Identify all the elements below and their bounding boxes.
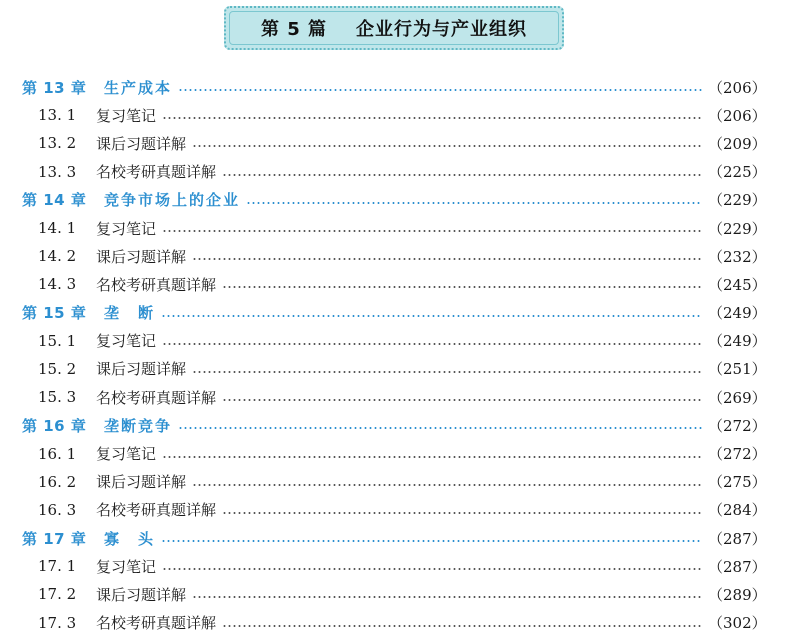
- dot-leader: [192, 145, 702, 147]
- part-header: [224, 6, 564, 50]
- section-title: 复习笔记: [96, 332, 157, 351]
- dot-leader: [222, 399, 702, 401]
- dot-leader: [192, 258, 702, 260]
- dot-leader: [222, 512, 702, 514]
- toc-section-row[interactable]: [0, 468, 790, 496]
- dot-leader: [161, 540, 702, 542]
- section-number: 17. 2: [38, 585, 77, 604]
- dot-leader: [161, 315, 702, 317]
- section-number: 17. 1: [38, 557, 77, 576]
- chapter-page-number: （272）: [708, 416, 767, 435]
- toc-section-row[interactable]: [0, 383, 790, 411]
- section-title: 名校考研真题详解: [96, 501, 217, 520]
- section-page-number: （284）: [708, 501, 767, 520]
- section-number: 14. 1: [38, 219, 77, 238]
- toc-section-row[interactable]: [0, 158, 790, 186]
- chapter-title: 生产成本: [104, 78, 173, 97]
- section-number: 13. 2: [38, 134, 77, 153]
- toc-section-row[interactable]: [0, 609, 790, 637]
- toc-section-row[interactable]: [0, 552, 790, 580]
- section-page-number: （272）: [708, 445, 767, 464]
- chapter-title: 寡 头: [104, 529, 156, 548]
- dot-leader: [192, 371, 702, 373]
- section-number: 16. 2: [38, 472, 77, 491]
- dot-leader: [178, 427, 702, 429]
- chapter-number: 第 17 章: [22, 529, 87, 548]
- dot-leader: [246, 202, 702, 204]
- section-number: 16. 3: [38, 500, 77, 519]
- dot-leader: [162, 117, 702, 119]
- toc-section-row[interactable]: [0, 101, 790, 129]
- section-page-number: （302）: [708, 614, 767, 633]
- chapter-number: 第 14 章: [22, 191, 87, 210]
- dot-leader: [162, 343, 702, 345]
- section-number: 15. 1: [38, 331, 77, 350]
- toc-chapter-row[interactable]: [0, 411, 790, 439]
- toc-section-row[interactable]: [0, 355, 790, 383]
- section-number: 15. 2: [38, 359, 77, 378]
- section-page-number: （275）: [708, 473, 767, 492]
- toc-section-row[interactable]: [0, 580, 790, 608]
- toc-chapter-row[interactable]: [0, 73, 790, 101]
- chapter-page-number: （206）: [708, 78, 767, 97]
- dot-leader: [222, 174, 702, 176]
- section-page-number: （245）: [708, 275, 767, 294]
- toc-chapter-row[interactable]: [0, 186, 790, 214]
- dot-leader: [222, 286, 702, 288]
- toc-section-row[interactable]: [0, 327, 790, 355]
- chapter-number: 第 16 章: [22, 416, 87, 435]
- toc-section-row[interactable]: [0, 496, 790, 524]
- section-title: 课后习题详解: [96, 585, 187, 604]
- section-title: 课后习题详解: [96, 360, 187, 379]
- dot-leader: [222, 625, 702, 627]
- chapter-page-number: （229）: [708, 191, 767, 210]
- chapter-number: 第 13 章: [22, 78, 87, 97]
- toc-section-row[interactable]: [0, 242, 790, 270]
- section-page-number: （249）: [708, 332, 767, 351]
- toc-chapter-row[interactable]: [0, 299, 790, 327]
- section-page-number: （229）: [708, 219, 767, 238]
- table-of-contents: [0, 73, 790, 637]
- section-page-number: （225）: [708, 163, 767, 182]
- dot-leader: [162, 456, 702, 458]
- section-title: 复习笔记: [96, 557, 157, 576]
- chapter-page-number: （287）: [708, 529, 767, 548]
- section-title: 名校考研真题详解: [96, 614, 217, 633]
- part-title: 第 5 篇 企业行为与产业组织: [260, 19, 528, 40]
- section-number: 13. 1: [38, 106, 77, 125]
- chapter-page-number: （249）: [708, 304, 767, 323]
- chapter-title: 垄 断: [104, 304, 156, 323]
- dot-leader: [162, 230, 702, 232]
- toc-section-row[interactable]: [0, 270, 790, 298]
- dot-leader: [178, 89, 702, 91]
- chapter-title: 垄断竞争: [104, 416, 173, 435]
- toc-section-row[interactable]: [0, 439, 790, 467]
- section-title: 名校考研真题详解: [96, 388, 217, 407]
- section-title: 复习笔记: [96, 106, 157, 125]
- section-page-number: （289）: [708, 585, 767, 604]
- toc-section-row[interactable]: [0, 214, 790, 242]
- section-number: 14. 2: [38, 247, 77, 266]
- section-title: 课后习题详解: [96, 247, 187, 266]
- section-number: 16. 1: [38, 444, 77, 463]
- section-page-number: （206）: [708, 106, 767, 125]
- section-title: 课后习题详解: [96, 473, 187, 492]
- section-number: 17. 3: [38, 613, 77, 632]
- section-page-number: （251）: [708, 360, 767, 379]
- section-page-number: （269）: [708, 388, 767, 407]
- chapter-title: 竞争市场上的企业: [104, 191, 241, 210]
- section-number: 13. 3: [38, 162, 77, 181]
- section-number: 14. 3: [38, 275, 77, 294]
- section-title: 名校考研真题详解: [96, 275, 217, 294]
- toc-section-row[interactable]: [0, 129, 790, 157]
- section-title: 复习笔记: [96, 445, 157, 464]
- toc-chapter-row[interactable]: [0, 524, 790, 552]
- section-title: 课后习题详解: [96, 134, 187, 153]
- section-page-number: （209）: [708, 134, 767, 153]
- dot-leader: [192, 484, 702, 486]
- section-title: 复习笔记: [96, 219, 157, 238]
- dot-leader: [162, 568, 702, 570]
- section-number: 15. 3: [38, 388, 77, 407]
- section-page-number: （287）: [708, 557, 767, 576]
- dot-leader: [192, 596, 702, 598]
- section-page-number: （232）: [708, 247, 767, 266]
- chapter-number: 第 15 章: [22, 304, 87, 323]
- section-title: 名校考研真题详解: [96, 163, 217, 182]
